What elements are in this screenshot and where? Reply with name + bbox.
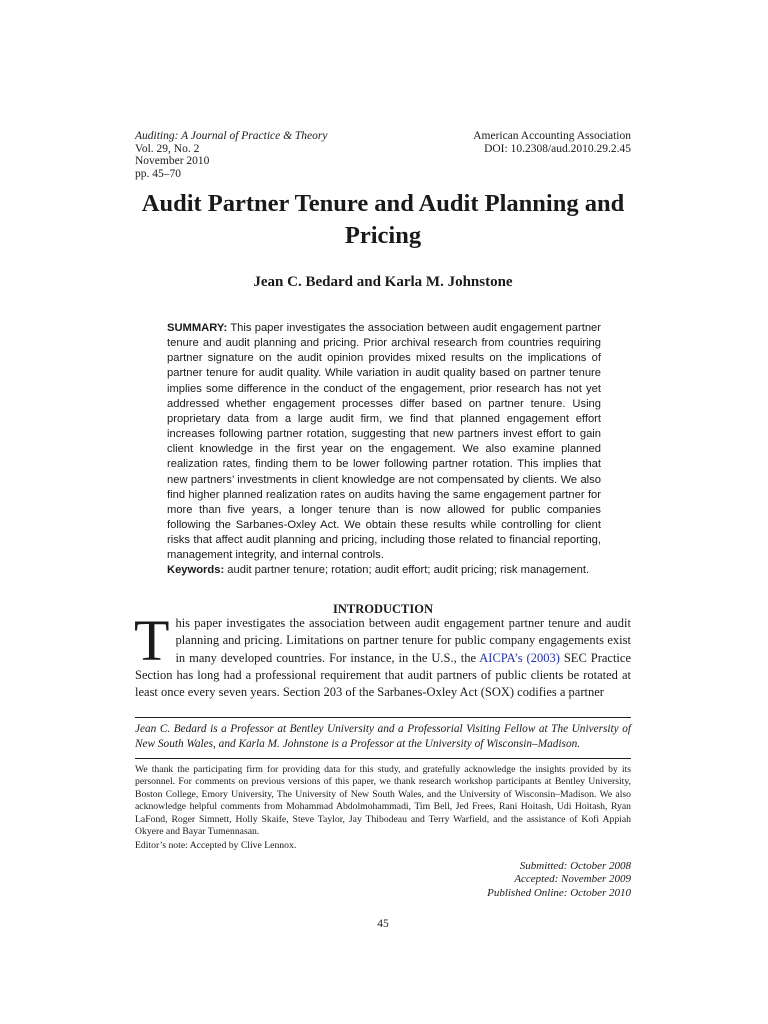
keywords-text: audit partner tenure; rotation; audit effort; audit pricing; risk management.: [224, 564, 590, 576]
publisher-info: [473, 130, 631, 155]
keywords: [167, 563, 607, 578]
keywords-label: Keywords:: [167, 564, 225, 576]
citation-link[interactable]: AICPA’s (2003): [479, 650, 560, 665]
publisher-name: American Accounting Association: [473, 130, 631, 142]
intro-text-end: SEC Practice Section has long had a professional requirement that audit partners of public clients be rotated at least once every seven years. Section 203 of the Sarbanes-Oxley Act (SOX) codifies a partner: [135, 650, 631, 700]
submitted-date: Submitted: October 2008: [519, 860, 631, 872]
journal-volume: Vol. 29, No. 2: [135, 142, 200, 155]
footnote-divider-bottom: [135, 758, 631, 759]
footnote-divider-top: [135, 717, 631, 718]
editors-note: Editor’s note: Accepted by Clive Lennox.: [135, 840, 297, 851]
summary-label: SUMMARY:: [167, 322, 228, 334]
paper-title: Audit Partner Tenure and Audit Planning and Pricing: [141, 190, 625, 249]
accepted-date: Accepted: November 2009: [514, 873, 631, 886]
introduction-heading: INTRODUCTION: [332, 602, 433, 616]
intro-text-start: his paper investigates the association between audit engagement partner tenure and audit planning and pricing. Limitations on partner tenure for public company engagements exist in many developed countries. For instance, in the U.S., the: [175, 616, 631, 665]
summary-text: This paper investigates the association between audit engagement partner tenure and audit planning and pricing. Prior archival research from countries requiring partner signature on the audit opinion provides mixed results on the implications of partner tenure for audit quality. While variation in audit quality based on partner tenure implies some difference in the conduct of the engagement, prior research has not yet addressed whether engagement processes differ based on partner tenure. Using proprietary data from a large audit firm, we find that planned engagement effort increases following partner rotation, suggesting that new partners invest effort to gain client knowledge in the first year on the engagement. We also examine planned realization rates, finding them to be lower following partner rotation. This implies that new partners’ investments in client knowledge are not compensated by clients. We also find higher planned realization rates on audits having the same engagement partner for more than five years, a longer tenure than is now allowed for public companies following the Sarbanes-Oxley Act. We obtain these results while controlling for client risks that affect audit planning and pricing, including those related to financial reporting, management integrity, and internal controls.: [167, 322, 601, 562]
published-date: Published Online: October 2010: [487, 886, 631, 899]
journal-pages: pp. 45–70: [135, 167, 181, 180]
acknowledgments: We thank the participating firm for providing data for this study, and gratefully acknowledge the insights provided by its personnel. For comments on previous versions of this paper, we thank research workshop participants at Bentley University, Boston College, Emory University, The University of New South Wales, and the University of Wisconsin–Madison. We also acknowledge helpful comments from Mohammad Abdolmohammadi, Tim Bell, Jed Frees, Rani Hoitash, Udi Hoitash, Ryan LaFond, Roger Simnett, Holly Skaife, Steve Taylor, Jay Thibodeau and Terry Warfield, and the assistance of Kofi Appiah Okyere and Bayar Tumennasan.: [135, 764, 631, 838]
page-number: 45: [377, 918, 389, 930]
journal-date: November 2010: [135, 155, 210, 168]
journal-name: Auditing: A Journal of Practice & Theory: [135, 130, 328, 142]
author-affiliations: Jean C. Bedard is a Professor at Bentley University and a Professorial Visiting Fellow at The University of New South Wales, and Karla M. Johnstone is a Professor at the University of Wisconsin–Madison.: [135, 723, 631, 750]
doi: DOI: 10.2308/aud.2010.29.2.45: [484, 142, 631, 155]
paper-authors: Jean C. Bedard and Karla M. Johnstone: [253, 274, 513, 290]
publication-dates: [487, 860, 631, 900]
journal-info: [135, 130, 328, 180]
summary: [167, 321, 601, 564]
drop-cap: T: [134, 608, 170, 673]
